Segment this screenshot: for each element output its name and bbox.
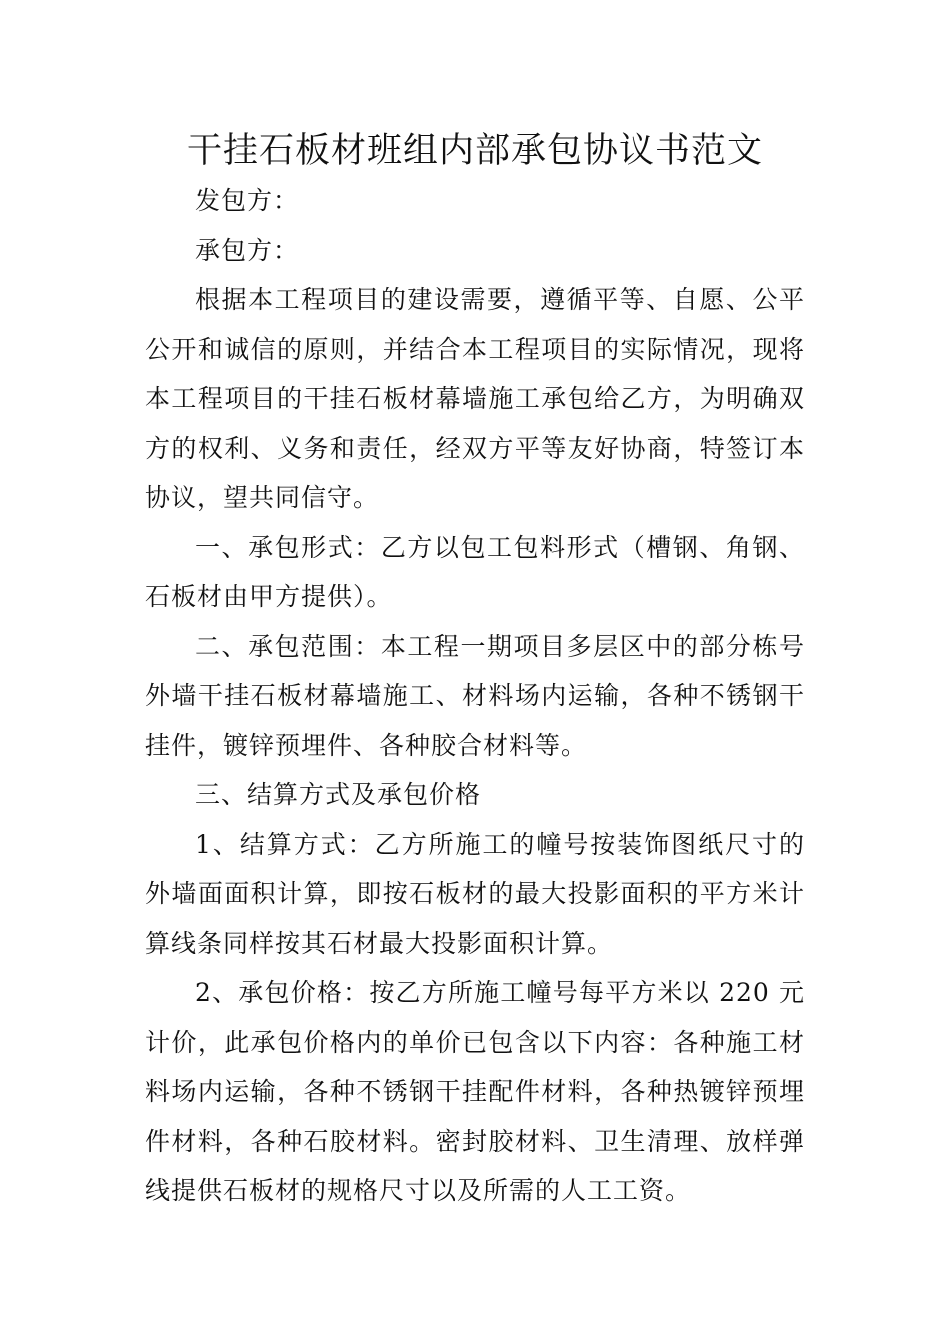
clause-settlement-method: 1、结算方式：乙方所施工的幢号按装饰图纸尺寸的外墙面面积计算，即按石板材的最大投影面积的平方米计算线条同样按其石材最大投影面积计算。 bbox=[145, 829, 805, 958]
employer-label: 发包方： bbox=[195, 186, 300, 215]
document-body bbox=[145, 176, 805, 1216]
clause-contract-form: 一、承包形式：乙方以包工包料形式（槽钢、角钢、石板材由甲方提供）。 bbox=[145, 532, 805, 611]
document-title: 干挂石板材班组内部承包协议书范文 bbox=[186, 131, 763, 171]
clause-contract-scope: 二、承包范围：本工程一期项目多层区中的部分栋号外墙干挂石板材幕墙施工、材料场内运输，各种不锈钢干挂件，镀锌预埋件、各种胶合材料等。 bbox=[145, 631, 805, 760]
clause-settlement-heading: 三、结算方式及承包价格 bbox=[195, 780, 482, 809]
intro-paragraph: 根据本工程项目的建设需要，遵循平等、自愿、公平公开和诚信的原则，并结合本工程项目的实际情况，现将本工程项目的干挂石板材幕墙施工承包给乙方，为明确双方的权利、义务和责任，经双方平等友好协商，特签订本协议，望共同信守。 bbox=[145, 285, 805, 512]
clause-contract-price: 2、承包价格：按乙方所施工幢号每平方米以 220 元计价，此承包价格内的单价已包含以下内容：各种施工材料场内运输，各种不锈钢干挂配件材料，各种热镀锌预埋件材料，各种石胶材料。密封胶材料、卫生清理、放样弹线提供石板材的规格尺寸以及所需的人工工资。 bbox=[145, 978, 805, 1205]
contractor-label: 承包方： bbox=[195, 235, 300, 265]
